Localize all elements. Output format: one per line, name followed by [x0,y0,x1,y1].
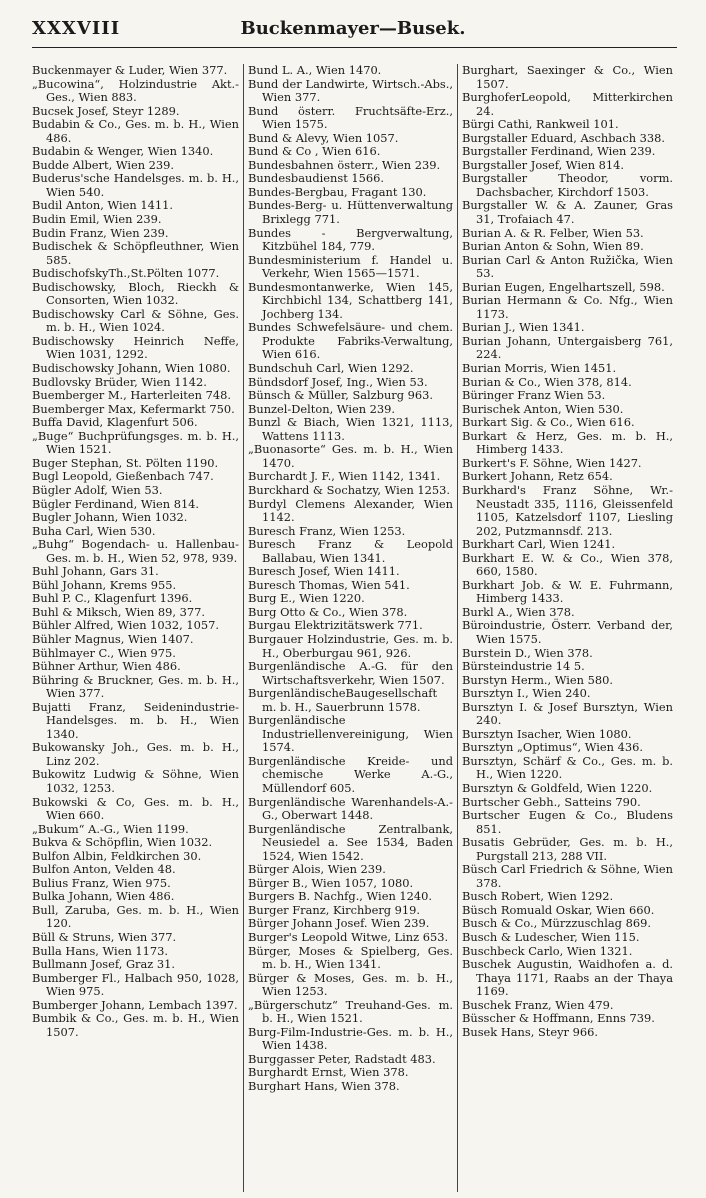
directory-entry: Burkhart E. W. & Co., Wien 378, 660, 1580. [462,550,673,579]
directory-entry: Buresch Thomas, Wien 541. [248,577,410,592]
directory-entry: Budischowsky, Bloch, Rieckh & Consorten, Wien 1032. [32,279,239,308]
directory-entry: Bürger Alois, Wien 239. [248,862,386,877]
directory-entry: Burgstaller W. & A. Zauner, Gras 31, Trofaiach 47. [462,198,673,227]
directory-entry: Buschbeck Carlo, Wien 1321. [462,943,633,958]
directory-entry: Burkert Johann, Retz 654. [462,469,613,484]
directory-entry: Burian Anton & Sohn, Wien 89. [462,239,644,254]
directory-entry: Buresch Josef, Wien 1411. [248,564,400,579]
directory-entry: Bumbik & Co., Ges. m. b. H., Wien 1507. [32,1011,239,1039]
directory-entry: „Buonasorte“ Ges. m. b. H., Wien 1470. [248,442,453,470]
directory-entry: Busatis Gebrüder, Ges. m. b. H., Purgstall 213, 288 VII. [462,835,673,863]
directory-entry: „Bürgerschutz“ Treuhand-Ges. m. b. H., Wien 1521. [248,997,453,1026]
directory-entry: Bundes Schwefelsäure- und chem. Produkte Fabriks-Verwaltung, Wien 616. [248,320,453,362]
directory-entry: Bühner Arthur, Wien 486. [32,659,181,674]
directory-entry: Bund der Landwirte, Wirtsch.-Abs., Wien 377. [248,76,453,105]
directory-entry: Burian Eugen, Engelhartszell, 598. [462,279,665,294]
directory-entry: Burg E., Wien 1220. [248,591,365,606]
directory-entry: „Buhg“ Bogendach- u. Hallenbau-Ges. m. b. H., Wien 52, 978, 939. [32,537,239,565]
directory-entry: Bursztyn I. & Josef Bursztyn, Wien 240. [462,699,673,728]
directory-entry: Bulla Hans, Wien 1173. [32,943,169,958]
directory-entry: Burian Carl & Anton Ružička, Wien 53. [462,252,673,281]
directory-entry: Busch & Co., Mürzzuschlag 869. [462,916,651,931]
directory-entry: Buckenmayer & Luder, Wien 377. [32,64,228,77]
directory-entry: Bulius Franz, Wien 975. [32,875,171,890]
directory-entry: Buger Stephan, St. Pölten 1190. [32,455,219,470]
directory-entry: Budischowsky Heinrich Neffe, Wien 1031, 1292. [32,333,239,362]
directory-entry: Burstyn Herm., Wien 580. [462,672,613,687]
page-header [0,0,706,52]
directory-entry: Bund & Alevy, Wien 1057. [248,130,399,145]
directory-entry: Burgstaller Josef, Wien 814. [462,157,625,172]
directory-entry: Burgenländische Zentralbank, Neusiedel a. See 1534, Baden 1524, Wien 1542. [248,821,453,863]
directory-entry: Burkart Sig. & Co., Wien 616. [462,415,635,430]
directory-entry: Bumberger Johann, Lembach 1397. [32,997,238,1012]
directory-entry: Buschek Franz, Wien 479. [462,997,614,1012]
directory-entry: Burdyl Clemens Alexander, Wien 1142. [248,496,453,525]
directory-entry: Bühler Magnus, Wien 1407. [32,631,194,646]
directory-entry: BurghoferLeopold, Mitterkirchen 24. [462,90,673,118]
directory-entry: Büringer Franz Wien 53. [462,388,606,403]
directory-entry: Bundesmontanwerke, Wien 145, Kirchbichl 134, Schattberg 141, Jochberg 134. [248,279,453,321]
directory-entry: Büsscher & Hoffmann, Enns 739. [462,1011,655,1026]
directory-entry: Burgau Elektrizitätswerk 771. [248,618,423,633]
directory-entry: Burger Franz, Kirchberg 919. [248,902,421,917]
directory-entry: Burtscher Eugen & Co., Bludens 851. [462,808,673,836]
directory-entry: Büsch Carl Friedrich & Söhne, Wien 378. [462,862,673,890]
directory-entry: Buhl P. C., Klagenfurt 1396. [32,591,193,606]
directory-entry: Bundesministerium f. Handel u. Verkehr, Wien 1565—1571. [248,252,453,281]
directory-entry: Bukva & Schöpflin, Wien 1032. [32,835,213,850]
directory-entry: Burgenländische Industriellenvereinigung, Wien 1574. [248,713,453,755]
page-number: XXXVIII [32,18,121,39]
directory-entry: Buresch Franz & Leopold Ballabau, Wien 1341. [248,537,453,565]
directory-entry: Bursztyn I., Wien 240. [462,686,591,701]
directory-entry: Bulfon Anton, Velden 48. [32,862,176,877]
directory-entry: Bukowski & Co, Ges. m. b. H., Wien 660. [32,794,239,823]
directory-column-1 [32,64,244,1192]
directory-entry: Bundes-Bergbau, Fragant 130. [248,184,427,199]
directory-entry: Burgenländische A.-G. für den Wirtschaftsverkehr, Wien 1507. [248,659,453,687]
directory-entry: Bürger B., Wien 1057, 1080. [248,875,414,890]
directory-column-3 [458,64,677,1192]
directory-entry: Burgstaller Ferdinand, Wien 239. [462,144,656,159]
directory-entry: Buhl & Miksch, Wien 89, 377. [32,604,206,619]
directory-entry: Burckhard & Sochatzy, Wien 1253. [248,482,451,497]
directory-entry: Bürgi Cathi, Rankweil 101. [462,117,619,132]
directory-entry: Budischowsky Carl & Söhne, Ges. m. b. H., Wien 1024. [32,306,239,335]
directory-entry: Burstein D., Wien 378. [462,645,593,660]
directory-entry: Bursztyn & Goldfeld, Wien 1220. [462,780,653,795]
directory-entry: Bunzl & Biach, Wien 1321, 1113, Wattens 1113. [248,415,453,443]
directory-entry: Bundes-Berg- u. Hüttenverwaltung Brixlegg 771. [248,198,453,227]
directory-entry: Bürger & Moses, Ges. m. b. H., Wien 1253. [248,970,453,999]
directory-entry: Bühring & Bruckner, Ges. m. b. H., Wien 377. [32,672,239,701]
directory-entry: Bull, Zaruba, Ges. m. b. H., Wien 120. [32,902,239,931]
directory-entry: Burgers B. Nachfg., Wien 1240. [248,889,433,904]
directory-entry: Bündsdorf Josef, Ing., Wien 53. [248,374,428,389]
directory-entry: Bujatti Franz, Seidenindustrie-Handelsges. m. b. H., Wien 1340. [32,699,239,741]
directory-entry: Buha Carl, Wien 530. [32,523,156,538]
directory-entry: Burian J., Wien 1341. [462,320,585,335]
directory-entry: Budischowsky Johann, Wien 1080. [32,361,231,376]
directory-entry: Bursztyn „Optimus“, Wien 436. [462,740,643,755]
directory-entry: Burkhard's Franz Söhne, Wr.-Neustadt 335, 1116, Gleissenfeld 1105, Katzelsdorf 1107, Liesling 202, Putzmannsdf. 213. [462,482,673,538]
directory-entry: Buresch Franz, Wien 1253. [248,523,406,538]
directory-entry: Budde Albert, Wien 239. [32,157,175,172]
directory-entry: Bühler Alfred, Wien 1032, 1057. [32,618,219,633]
directory-entry: Bunzel-Delton, Wien 239. [248,401,396,416]
directory-entry: Budil Anton, Wien 1411. [32,198,173,213]
directory-entry: Budischek & Schöpfleuthner, Wien 585. [32,239,239,267]
directory-entry: Budin Franz, Wien 239. [32,225,169,240]
directory-entry: Bürger, Moses & Spielberg, Ges. m. b. H., Wien 1341. [248,943,453,972]
directory-entry: Budlovsky Brüder, Wien 1142. [32,374,207,389]
directory-entry: Bürsteindustrie 14 5. [462,659,585,674]
directory-entry: Buderus'sche Handelsges. m. b. H., Wien 540. [32,171,239,199]
directory-entry: Budin Emil, Wien 239. [32,212,162,227]
directory-entry: Burgenländische Warenhandels-A.-G., Oberwart 1448. [248,794,453,823]
directory-entry: Bürger Johann Josef. Wien 239. [248,916,430,931]
directory-entry: Burtscher Gebh., Satteins 790. [462,794,641,809]
page-title: Buckenmayer—Busek. [240,18,466,39]
directory-entry: Bund österr. Fruchtsäfte-Erz., Wien 1575. [248,103,453,132]
directory-entry: Bügler Ferdinand, Wien 814. [32,496,200,511]
directory-entry: Büroindustrie, Österr. Verband der, Wien 1575. [462,618,673,646]
directory-entry: „Bukum“ A.-G., Wien 1199. [32,821,189,836]
directory-entry: Burgenländische Kreide- und chemische Werke A.-G., Müllendorf 605. [248,753,453,795]
directory-entry: BudischofskyTh.,St.Pölten 1077. [32,266,220,281]
directory-column-2 [244,64,458,1192]
directory-entry: Burg Otto & Co., Wien 378. [248,604,408,619]
directory-entry: Busek Hans, Steyr 966. [462,1024,598,1039]
directory-entry: Burghardt Ernst, Wien 378. [248,1065,409,1080]
directory-entry: Bullmann Josef, Graz 31. [32,957,176,972]
directory-entry: Bünsch & Müller, Salzburg 963. [248,388,434,403]
directory-entry: Bursztyn, Schärf & Co., Ges. m. b. H., Wien 1220. [462,753,673,782]
directory-entry: „Bucowina“, Holzindustrie Akt.-Ges., Wien 883. [32,76,239,105]
directory-entry: Burghart Hans, Wien 378. [248,1079,400,1094]
directory-entry: Bundesbahnen österr., Wien 239. [248,157,441,172]
directory-entry: Burkl A., Wien 378. [462,604,575,619]
directory-entry: Burkart & Herz, Ges. m. b. H., Himberg 1433. [462,428,673,457]
directory-entry: Bundschuh Carl, Wien 1292. [248,361,414,376]
directory-entry: Burian Hermann & Co. Nfg., Wien 1173. [462,293,673,321]
directory-entry: Burgstaller Theodor, vorm. Dachsbacher, Kirchdorf 1503. [462,171,673,199]
directory-entry: Bukowitz Ludwig & Söhne, Wien 1032, 1253. [32,767,239,795]
directory-entry: Bucsek Josef, Steyr 1289. [32,103,180,118]
directory-entry: Burg-Film-Industrie-Ges. m. b. H., Wien 1438. [248,1024,453,1053]
directory-entry: Bügler Adolf, Wien 53. [32,482,163,497]
directory-entry: Buffa David, Klagenfurt 506. [32,415,198,430]
directory-entry: Burischek Anton, Wien 530. [462,401,624,416]
directory-entry: Budabin & Co., Ges. m. b. H., Wien 486. [32,117,239,145]
directory-entry: Burian A. & R. Felber, Wien 53. [462,225,644,240]
directory-entry: BurgenländischeBaugesellschaft m. b. H., Sauerbrunn 1578. [248,686,438,714]
directory-entry: Burger's Leopold Witwe, Linz 653. [248,930,449,944]
directory-entry: Bund L. A., Wien 1470. [248,64,382,77]
directory-columns [32,64,677,1192]
directory-entry: Bursztyn Isacher, Wien 1080. [462,726,632,741]
directory-entry: Büsch Romuald Oskar, Wien 660. [462,902,655,917]
directory-entry: Bumberger Fl., Halbach 950, 1028, Wien 975. [32,970,239,999]
directory-entry: Burggasser Peter, Radstadt 483. [248,1051,436,1066]
directory-entry: „Buge“ Buchprüfungsges. m. b. H., Wien 1521. [32,428,239,457]
directory-entry: Busch Robert, Wien 1292. [462,889,614,904]
header-rule [32,47,677,48]
directory-entry: Bundes - Bergverwaltung, Kitzbühel 184, 779. [248,225,453,254]
directory-entry: Budabin & Wenger, Wien 1340. [32,144,214,159]
directory-entry: Buhl Johann, Gars 31. [32,564,159,579]
directory-entry: Buemberger Max, Kefermarkt 750. [32,401,235,416]
directory-entry: Burian Johann, Untergaisberg 761, 224. [462,333,673,362]
directory-entry: Bulfon Albin, Feldkirchen 30. [32,848,202,863]
directory-entry: Burian Morris, Wien 1451. [462,361,617,376]
directory-entry: Bühlmayer C., Wien 975. [32,645,176,660]
directory-entry: Burgauer Holzindustrie, Ges. m. b. H., Oberburgau 961, 926. [248,631,453,660]
directory-entry: Büll & Struns, Wien 377. [32,930,177,944]
directory-entry: Burgstaller Eduard, Aschbach 338. [462,130,666,145]
directory-entry: Burkhart Job. & W. E. Fuhrmann, Himberg 1433. [462,577,673,606]
directory-entry: Burghart, Saexinger & Co., Wien 1507. [462,64,673,91]
directory-entry: Bühl Johann, Krems 955. [32,577,177,592]
directory-entry: Burchardt J. F., Wien 1142, 1341. [248,469,441,484]
directory-entry: Busch & Ludescher, Wien 115. [462,930,640,944]
directory-entry: Bukowansky Joh., Ges. m. b. H., Linz 202. [32,740,239,768]
directory-entry: Bulka Johann, Wien 486. [32,889,175,904]
directory-entry: Burkert's F. Söhne, Wien 1427. [462,455,642,470]
directory-entry: Burian & Co., Wien 378, 814. [462,374,632,389]
directory-entry: Bund & Co , Wien 616. [248,144,381,159]
directory-entry: Buschek Augustin, Waidhofen a. d. Thaya 1171, Raabs an der Thaya 1169. [462,957,673,999]
directory-entry: Bugler Johann, Wien 1032. [32,510,188,525]
directory-entry: Burkhart Carl, Wien 1241. [462,537,616,552]
directory-entry: Bugl Leopold, Gießenbach 747. [32,469,214,484]
directory-entry: Bundesbaudienst 1566. [248,171,385,186]
directory-entry: Buemberger M., Harterleiten 748. [32,388,231,403]
